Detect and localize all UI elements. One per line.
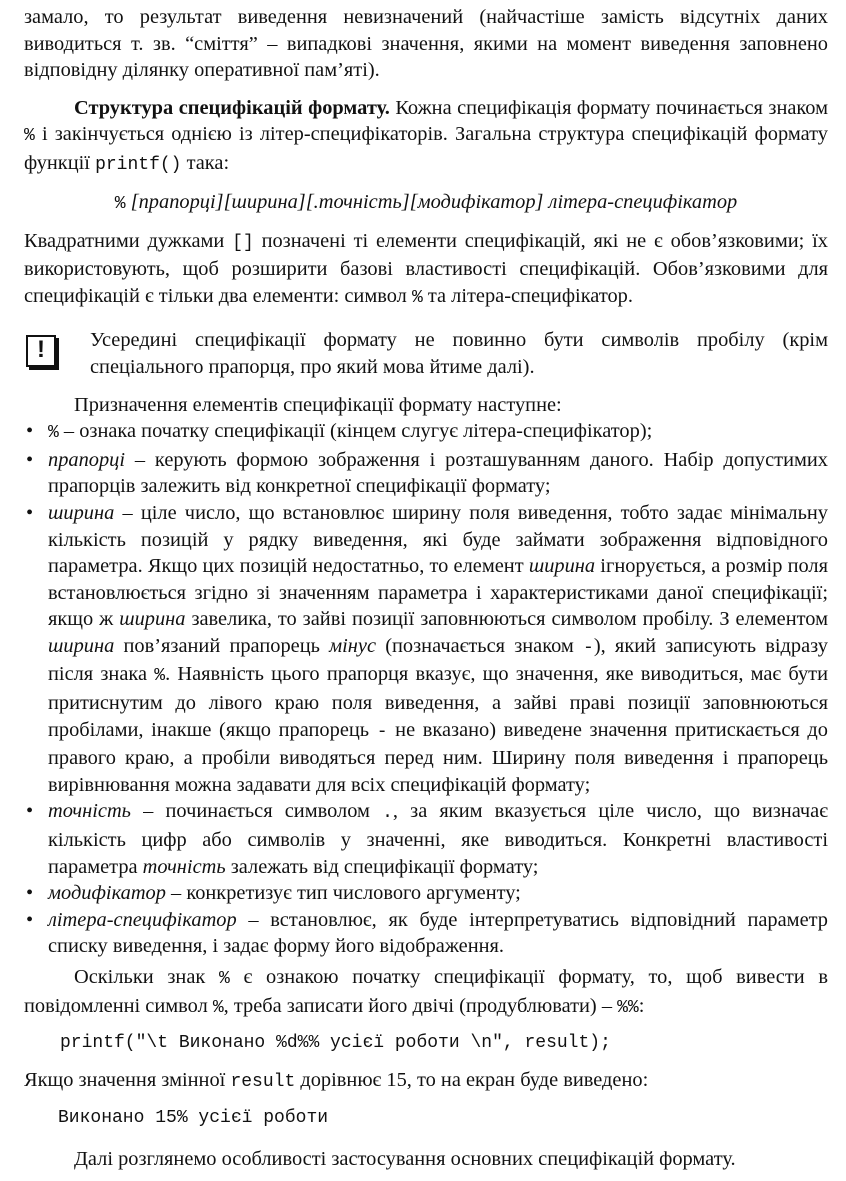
item-text: – ціле число, що встановлює ширину поля виведення, тобто задає мінімальну кількість позицій у рядку виведення, які буде займати зображення відповідного параметра. Якщо цих позицій недостатньо, то елемент bbox=[48, 501, 828, 578]
brackets-text-b: позначені ті елементи специфікацій, які не є обов’язковими; їх використовують, щоб розширити базові властивості специфікацій. Обов’язковими для специфікацій є тільки два елементи: символ bbox=[24, 229, 828, 307]
purpose-intro: Призначення елементів специфікації формату наступне: bbox=[74, 393, 562, 416]
format-formula bbox=[24, 189, 828, 217]
percent-code: % bbox=[154, 666, 166, 687]
term-modifier: модифікатор bbox=[48, 882, 166, 905]
list-item-flags bbox=[24, 447, 828, 500]
item-text: залежать від специфікації формату; bbox=[225, 855, 539, 878]
item-text: – керують формою зображення і розташуванням даного. Набір допустимих прапорців залежить від конкретної специфікації формату; bbox=[48, 448, 828, 498]
minus-code: - bbox=[376, 721, 388, 742]
term-specifier: літера-специфікатор bbox=[48, 908, 237, 931]
exclamation-icon: ! bbox=[26, 335, 56, 367]
item-text: (позначається знаком bbox=[376, 634, 584, 657]
term-precision: точність bbox=[48, 800, 131, 823]
item-text: – встановлює, як буде інтерпретуватись відповідний параметр списку виведення, і задає форму його відображення. bbox=[48, 908, 828, 958]
escape-text-a: Оскільки знак bbox=[74, 966, 219, 988]
structure-text-b: і закінчується однією із літер-специфікаторів. Загальна структура специфікацій формату функції bbox=[24, 123, 828, 174]
brackets-text-a: Квадратними дужками bbox=[24, 229, 233, 252]
percent-code: % bbox=[48, 423, 59, 444]
code-example: printf("\t Виконано %d%% усієї роботи \n", result); bbox=[60, 1033, 611, 1054]
term-flags: прапорці bbox=[48, 448, 126, 471]
minus-code: - bbox=[583, 637, 594, 658]
escape-text-d: : bbox=[638, 994, 645, 1017]
formula-percent: % bbox=[114, 193, 126, 214]
item-text: не вказано) виведене значення притискається до правого краю, а пробіли виводяться перед ним. Ширину поля виведення і прапорець вирівнювання можна задавати для всіх специфікацій формату; bbox=[48, 718, 828, 796]
escape-paragraph bbox=[24, 964, 828, 1021]
list-item-specifier bbox=[24, 907, 828, 960]
item-text: ), який записують відразу після знака bbox=[48, 634, 828, 686]
formula-rest: [прапорці][ширина][.точність][модифікатор] літера-специфікатор bbox=[130, 190, 738, 213]
structure-text-c: така: bbox=[181, 151, 230, 174]
dot-code: . bbox=[382, 803, 393, 824]
term-precision: точність bbox=[142, 855, 226, 878]
item-text: . Наявність цього прапорця вказує, що значення, яке виводиться, має бути притиснутим до лівого краю поля виведення, а зайві праві позиції заповнюються пробілами, інакше (якщо прапорець bbox=[48, 663, 828, 741]
escape-text-b: є ознакою початку специфікації формату, то, щоб вивести в повідомленні символ bbox=[24, 966, 828, 1017]
item-text: – конкретизує тип числового аргументу; bbox=[165, 882, 521, 905]
term-minus: мінус bbox=[329, 634, 377, 657]
elements-list bbox=[24, 418, 828, 960]
result-text-a: Якщо значення змінної bbox=[24, 1069, 231, 1092]
section-heading: Структура специфікацій формату. bbox=[74, 96, 390, 119]
term-width: ширина bbox=[48, 501, 115, 524]
list-item-modifier bbox=[24, 880, 828, 907]
term-width: ширина bbox=[528, 555, 596, 578]
item-text: – ознака початку специфікації (кінцем слугує літера-специфікатор); bbox=[58, 420, 653, 443]
item-text: , за яким вказується ціле число, що визначає кількість цифр або символів у значенні, яке виводиться. Конкретні властивості параметра bbox=[48, 800, 828, 878]
warning-note bbox=[24, 323, 828, 380]
note-text: Усередині специфікації формату не повинно бути символів пробілу (крім спеціального прапорця, про який мова йтиме далі). bbox=[90, 329, 828, 378]
item-text: пов’язаний прапорець bbox=[114, 634, 330, 657]
term-width: ширина bbox=[48, 634, 115, 657]
closing-paragraph: Далі розглянемо особливості застосування основних специфікацій формату. bbox=[74, 1147, 736, 1170]
structure-text-a: Кожна специфікація формату починається знаком bbox=[389, 96, 828, 119]
item-text: завелика, то зайві позиції заповнюються символом пробілу. З елементом bbox=[185, 608, 828, 631]
intro-paragraph: замало, то результат виведення невизначений (найчастіше замість відсутніх даних виводиться т. зв. “сміття” – випадкові значення, якими на момент виведення заповнено відповідну ділянку оперативної пам’яті). bbox=[24, 6, 828, 82]
result-code: result bbox=[230, 1072, 296, 1093]
brackets-paragraph bbox=[24, 228, 828, 312]
percent-code: % bbox=[212, 997, 224, 1018]
percent-code: % bbox=[219, 969, 230, 989]
item-text: – починається символом bbox=[130, 800, 383, 823]
escape-text-c: , треба записати його двічі (продублювати) – bbox=[223, 994, 618, 1017]
printf-code: printf() bbox=[95, 154, 182, 175]
structure-paragraph bbox=[24, 95, 828, 179]
term-width: ширина bbox=[119, 608, 186, 631]
output-example: Виконано 15% усієї роботи bbox=[58, 1107, 329, 1128]
list-item-precision bbox=[24, 798, 828, 880]
list-item-percent bbox=[24, 418, 828, 447]
item-text: ігнорується, а розмір поля встановлюється згідно зі значенням параметра і характеристиками даної специфікації; якщо ж bbox=[48, 555, 828, 631]
double-percent-code: %% bbox=[617, 997, 639, 1018]
percent-code: % bbox=[24, 126, 35, 147]
brackets-text-c: та літера-специфікатор. bbox=[422, 284, 633, 307]
brackets-code: [] bbox=[232, 232, 254, 253]
percent-code: % bbox=[411, 287, 423, 308]
list-item-width bbox=[24, 500, 828, 799]
result-paragraph bbox=[24, 1067, 828, 1096]
result-text-b: дорівнює 15, то на екран буде виведено: bbox=[295, 1069, 649, 1092]
